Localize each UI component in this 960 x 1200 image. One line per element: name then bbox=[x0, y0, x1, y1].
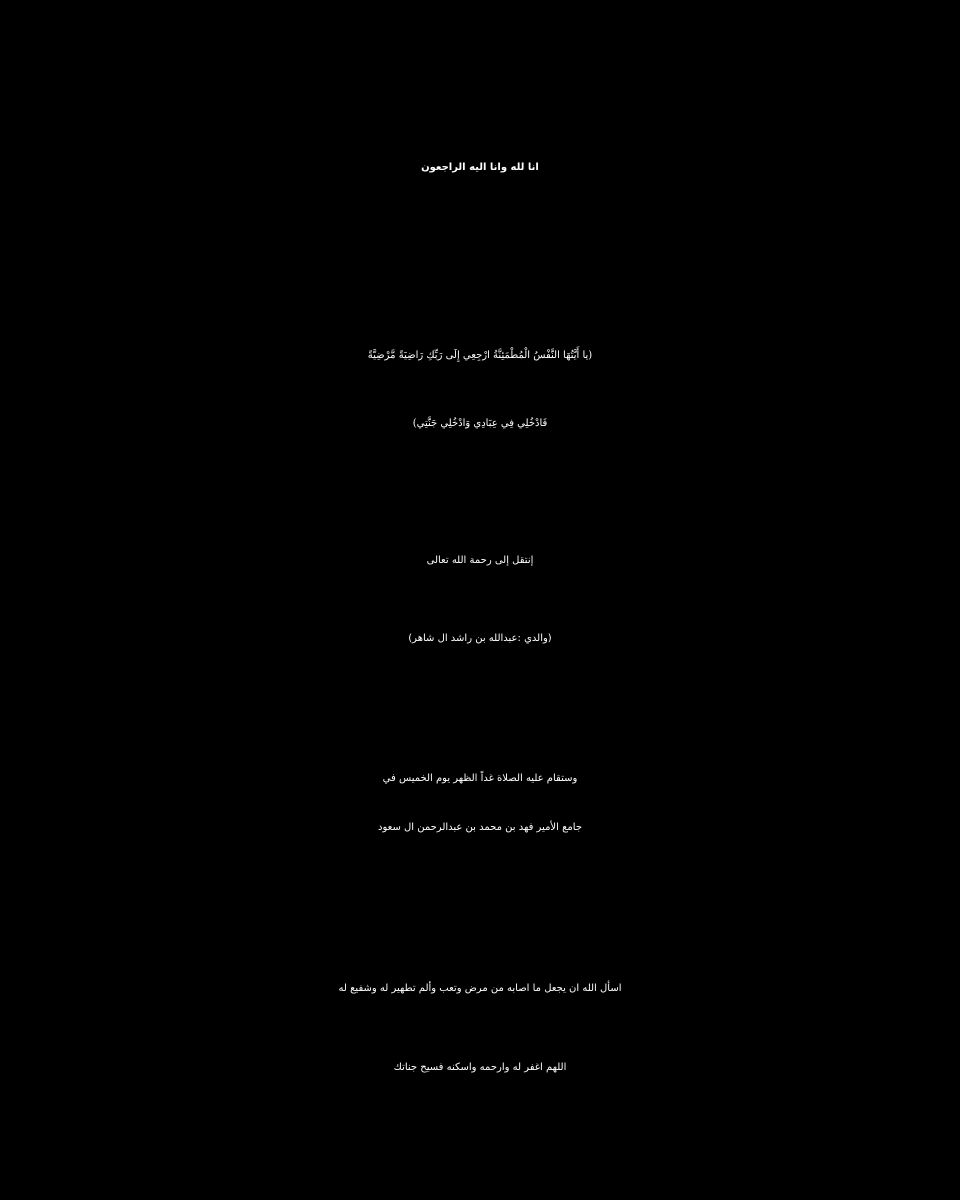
verse-line-2: فَادْخُلِي فِي عِبَادِي وَادْخُلِي جَنَّتِي) bbox=[412, 418, 548, 429]
prayer-info-line-1: وستقام عليه الصلاة غداً الظهر يوم الخميس في bbox=[382, 773, 578, 784]
verse-line-1: (يا أَيَّتُهَا النَّفْسُ الْمُطْمَئِنَّةُ ارْجِعِي إِلَى رَبِّكِ رَاضِيَةً مَّرْضِيَّةً bbox=[367, 350, 593, 361]
heading: انا لله وانا اليه الراجعون bbox=[421, 162, 539, 173]
prayer-info-line-2: جامع الأمير فهد بن محمد بن عبدالرحمن ال سعود bbox=[378, 822, 582, 833]
supplication-text: اسأل الله ان يجعل ما اصابه من مرض وتعب وألم تطهير له وشفيع له bbox=[338, 983, 622, 994]
announcement-line-2: (والدي :عبدالله بن راشد ال شاهر) bbox=[408, 633, 552, 644]
announcement-line-1: إنتقل إلى رحمة الله تعالى bbox=[426, 555, 534, 566]
closing-prayer: اللهم اغفر له وارحمه واسكنه فسيح جناتك bbox=[393, 1062, 567, 1073]
